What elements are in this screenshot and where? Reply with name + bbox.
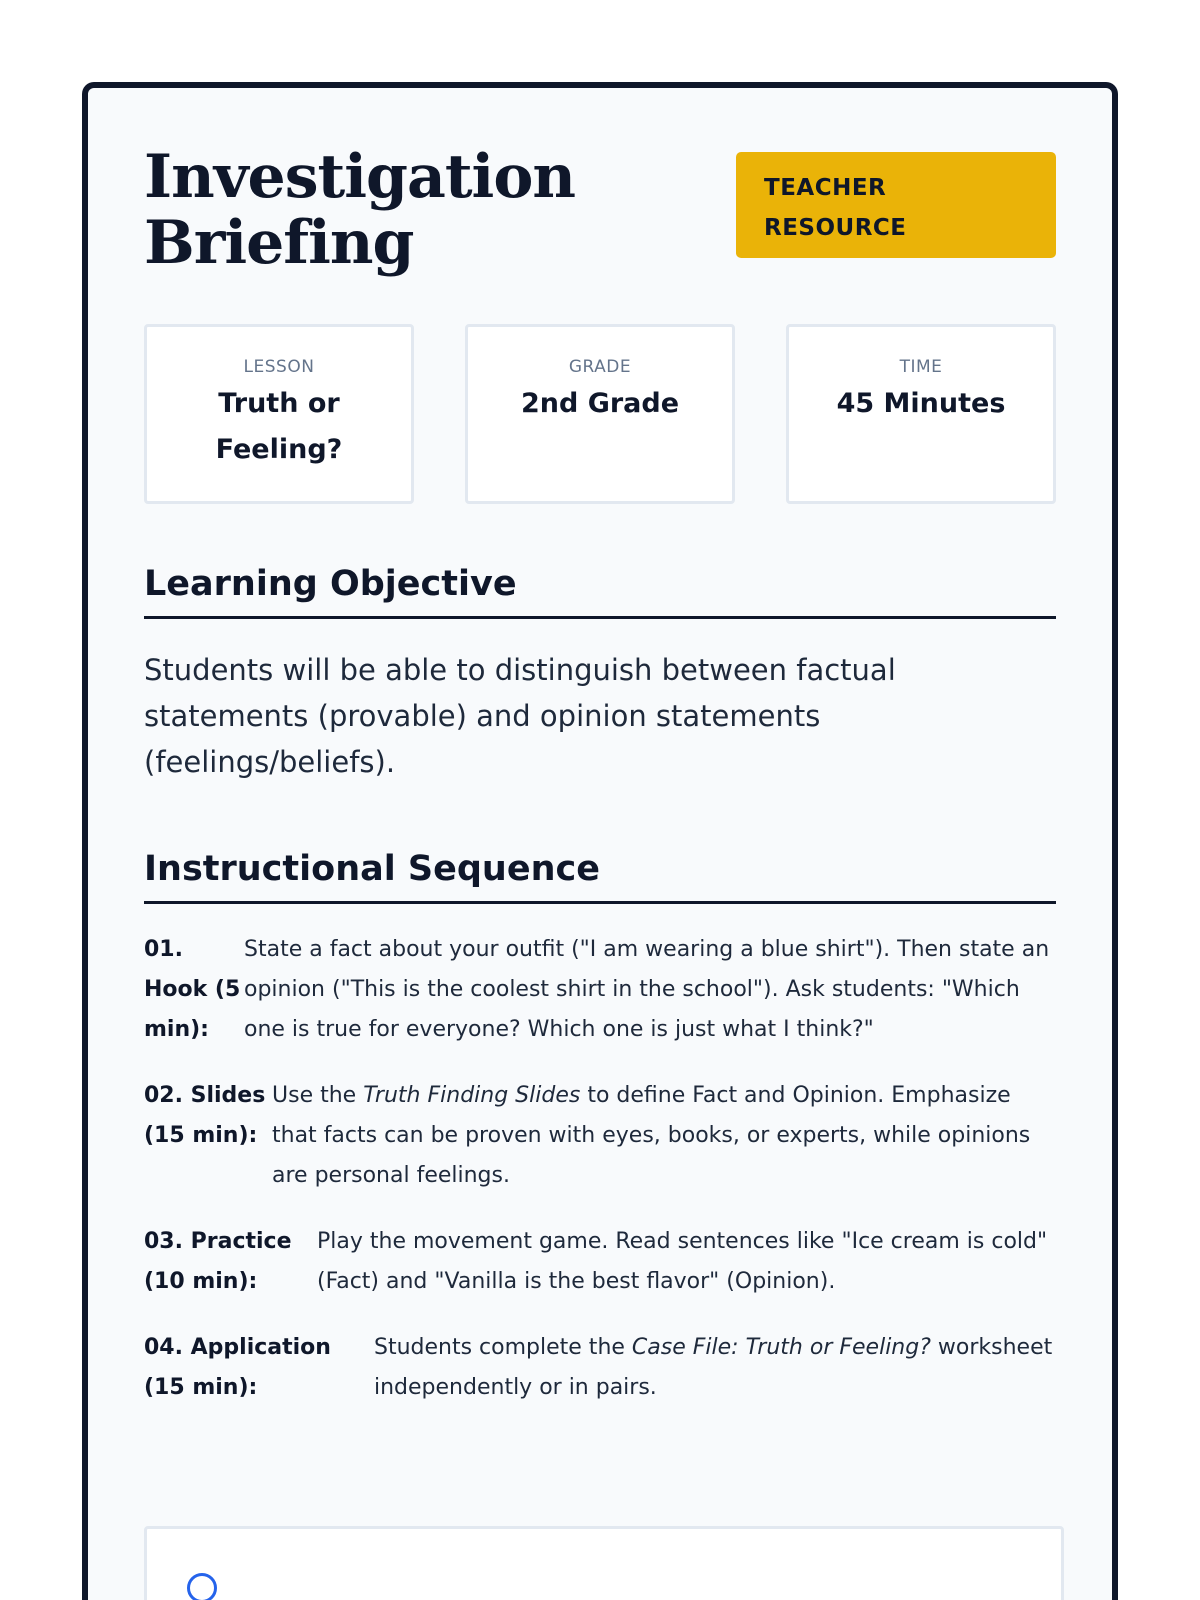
step-label: 04. Application (15 min): (144, 1335, 331, 1400)
step-text-after: worksheet independently or in pairs. (374, 1335, 1053, 1400)
step-text (272, 1076, 1056, 1196)
worksheet-title: Case File: Truth or Feeling? (631, 1335, 931, 1360)
sequence-heading: Instructional Sequence (144, 849, 1056, 904)
step-label: 02. Slides (15 min): (144, 1083, 266, 1148)
badge-line-1: TEACHER (764, 175, 887, 201)
meta-time-label: TIME (899, 357, 943, 377)
step-list (144, 930, 1056, 1408)
step-label: 03. Practice (10 min): (144, 1229, 292, 1294)
objective-section (144, 564, 1056, 785)
meta-time (786, 324, 1056, 504)
step-hook (144, 930, 1056, 1050)
badge-line-2: RESOURCE (764, 215, 907, 241)
step-label: 01. Hook (5 min): (144, 937, 241, 1042)
briefing-card (82, 82, 1118, 1600)
step-text-before: Use the (272, 1083, 364, 1108)
step-slides (144, 1076, 1056, 1196)
title-line-2: Briefing (144, 208, 414, 278)
meta-lesson-value: Truth or Feeling? (215, 388, 343, 465)
info-icon (187, 1573, 217, 1600)
sequence-section (144, 849, 1056, 1408)
bottom-info-box (144, 1526, 1064, 1600)
meta-lesson-label: LESSON (243, 357, 315, 377)
header (144, 144, 1056, 324)
step-text: State a fact about your outfit ("I am wearing a blue shirt"). Then state an opinion ("This is the coolest shirt in the school"). Ask students: "Which one is true for everyone? Which one is just what I think?" (244, 937, 1050, 1042)
meta-grade-value: 2nd Grade (520, 388, 680, 419)
meta-lesson (144, 324, 414, 504)
step-text-after: to define Fact and Opinion. Emphasize that facts can be proven with eyes, books, or experts, while opinions are personal feelings. (272, 1083, 1031, 1188)
objective-text: Students will be able to distinguish between factual statements (provable) and opinion statements (feelings/beliefs). (144, 653, 896, 779)
step-text-before: Students complete the (374, 1335, 632, 1360)
meta-grade-label: GRADE (568, 357, 632, 377)
step-text (374, 1328, 1056, 1408)
meta-row (144, 324, 1056, 504)
objective-heading: Learning Objective (144, 564, 1056, 619)
meta-time-value: 45 Minutes (836, 388, 1006, 419)
slides-title: Truth Finding Slides (363, 1083, 581, 1108)
page-title (144, 144, 614, 276)
title-line-1: Investigation (144, 142, 575, 212)
meta-grade (465, 324, 735, 504)
step-text: Play the movement game. Read sentences like "Ice cream is cold" (Fact) and "Vanilla is the best flavor" (Opinion). (317, 1229, 1048, 1294)
teacher-resource-badge (736, 152, 1056, 258)
step-application (144, 1328, 1056, 1408)
step-practice (144, 1222, 1056, 1302)
